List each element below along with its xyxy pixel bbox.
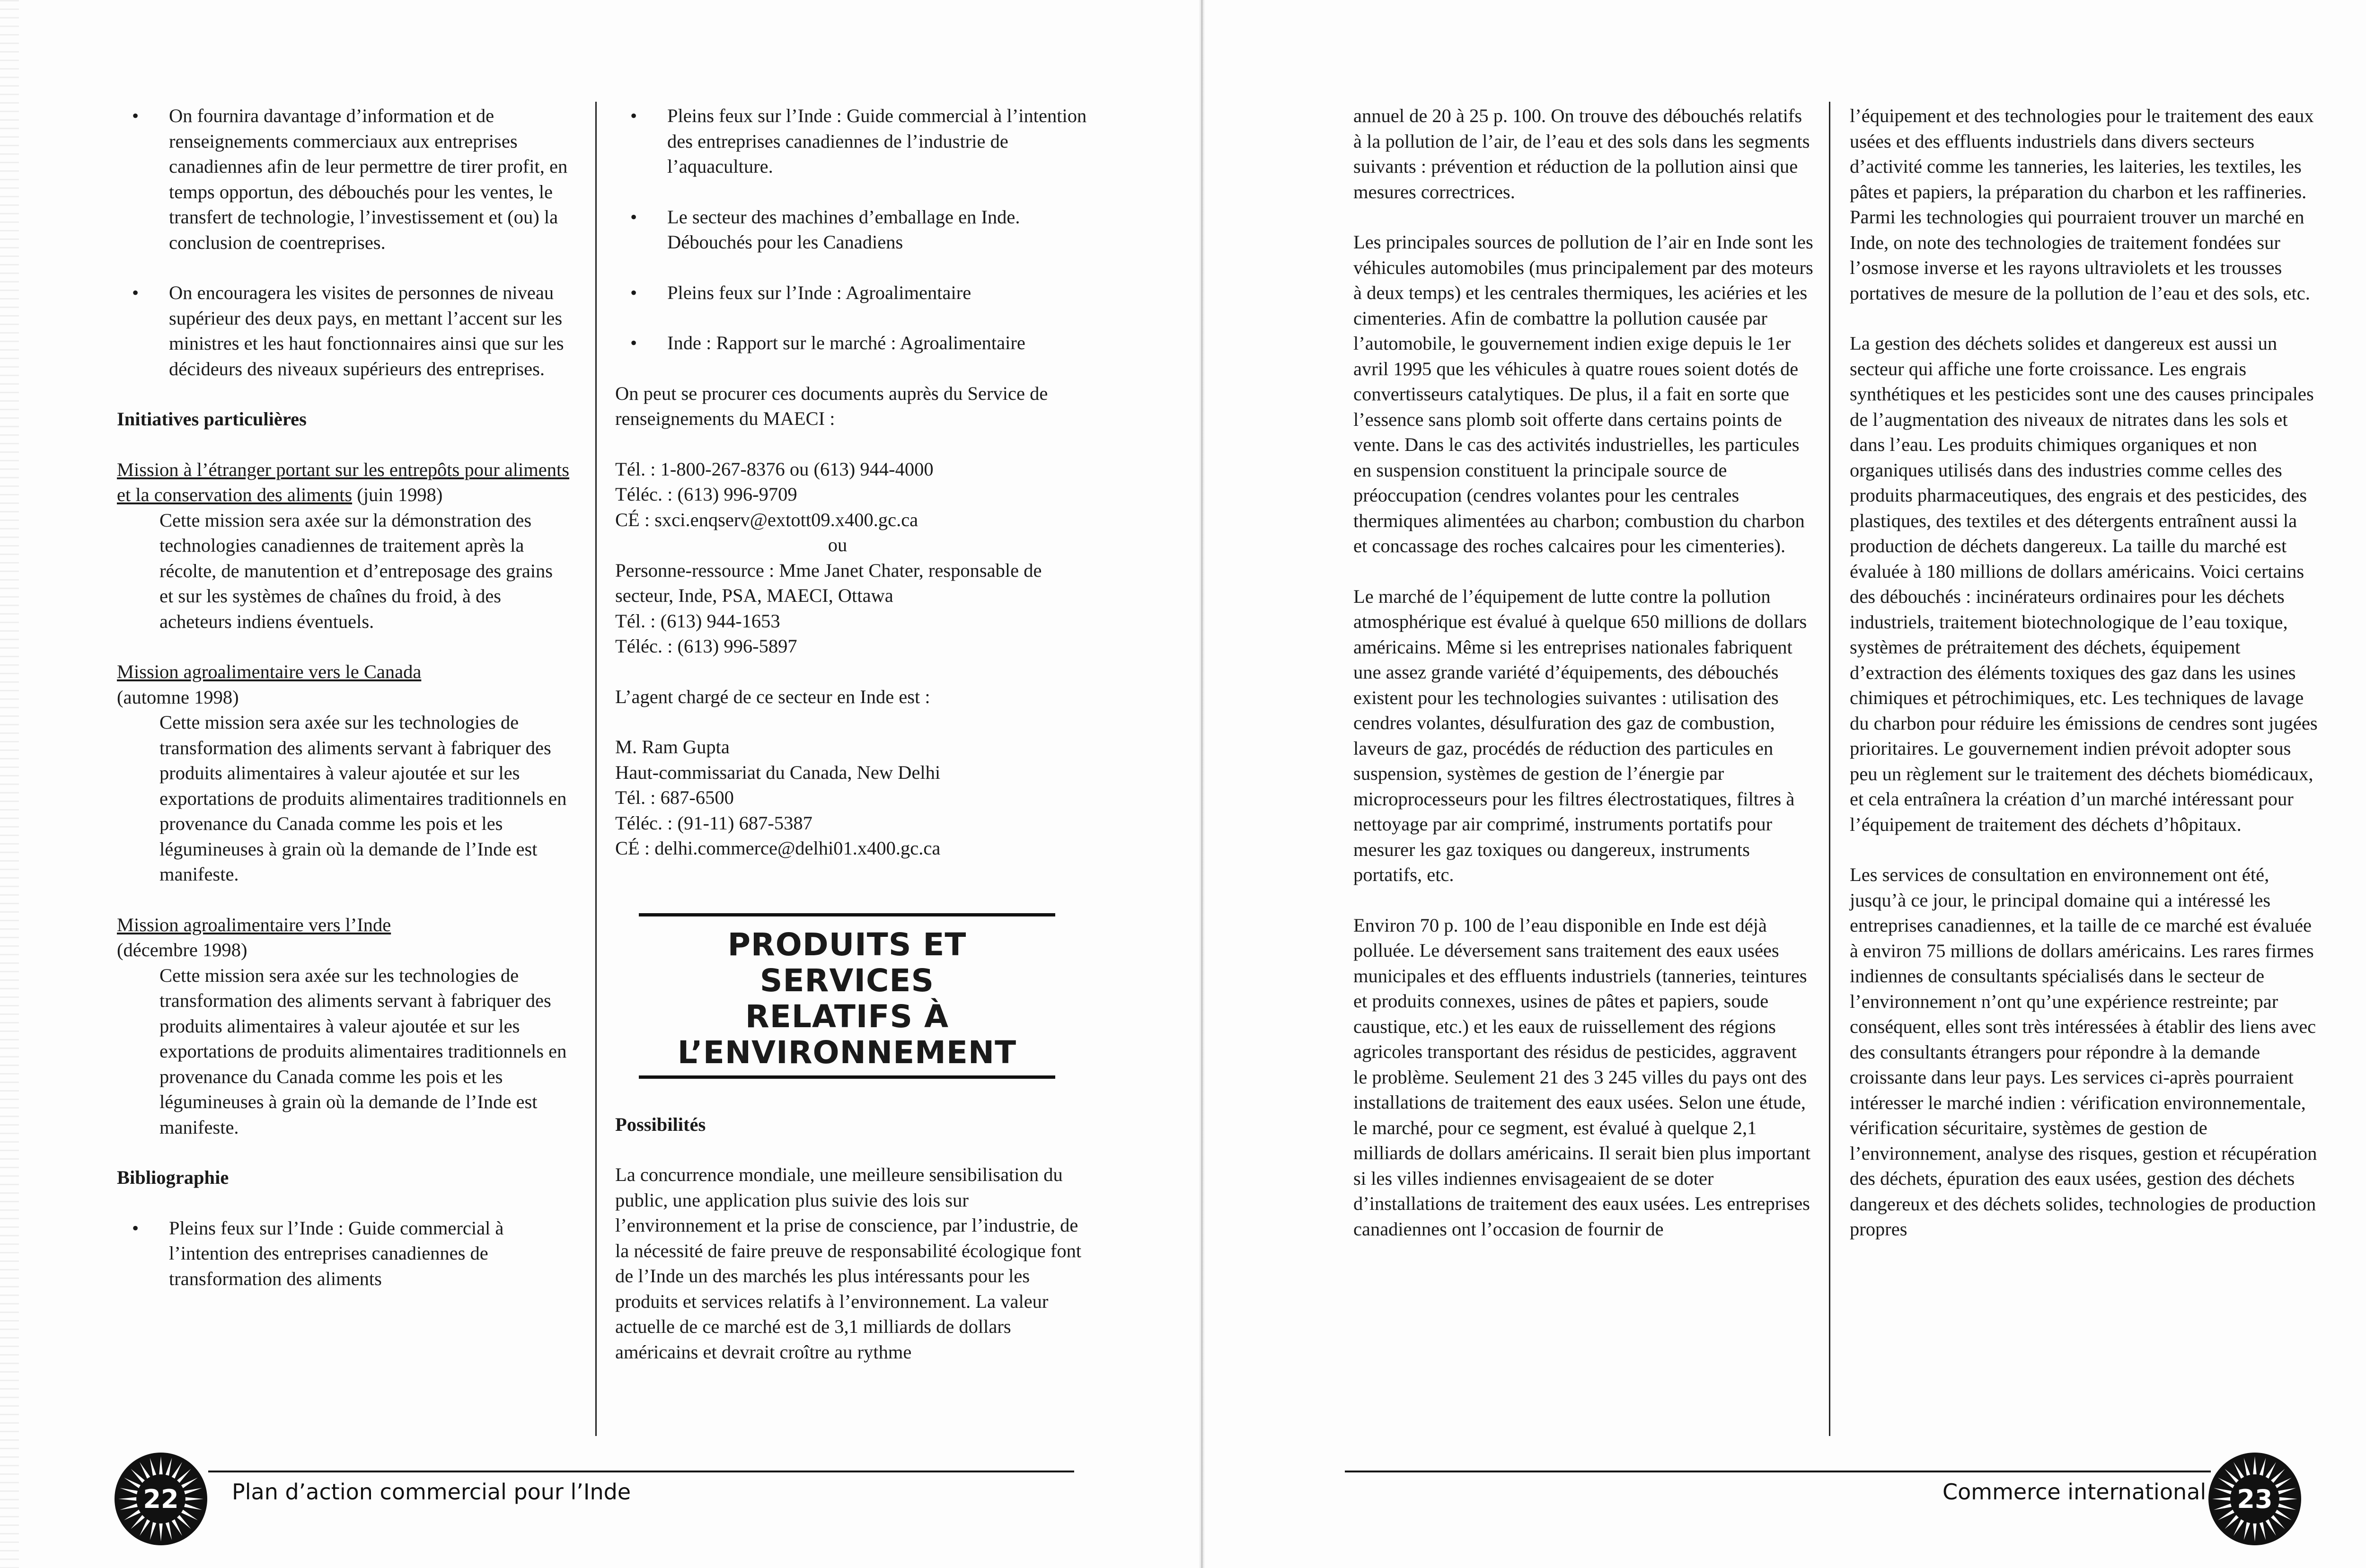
section-title-rule-top xyxy=(639,913,1055,916)
footer-rule xyxy=(208,1471,1074,1472)
section-title-line-1: PRODUITS ET SERVICES xyxy=(727,926,967,999)
section-title-block xyxy=(639,913,1055,1079)
agent-contact-block xyxy=(615,734,1088,861)
body-paragraph: Les services de consultation en environnement ont été, jusqu’à ce jour, le principal domaine qui a intéressé les entreprises canadiennes, et la taille de ce marché est évaluée à environ 75 millions de dollars américains. Les rares firmes indiennes de consultants spécialisés dans le secteur de l’environnement n’ont qu’une expérience restreinte; par conséquent, elles sont très intéressées à établir des liens avec des consultants étrangers pour répondre à la demande croissante dans leur pays. Les services ci-après pourraient intéresser le marché indien : vérification environnementale, vérification sécuritaire, systèmes de gestion de l’environnement, analyse des risques, gestion et récupération des déchets, épuration des eaux usées, gestion des déchets dangereux et des déchets solides, technologies de production propres xyxy=(1850,864,2317,1240)
bullet-item: • On fournira davantage d’information et de renseignements commerciaux aux entreprises canadiennes afin de leur permettre de tirer profit, en temps opportun, des débouchés pour les ventes, le transfert de technologie, l’investissement et (ou) la conclusion de coentreprises. xyxy=(117,103,571,255)
bibliography-item: • Pleins feux sur l’Inde : Guide commercial à l’intention des entreprises canadiennes de l’industrie de l’aquaculture. xyxy=(615,103,1088,179)
mission-description: Cette mission sera axée sur les technologies de transformation des aliments servant à fabriquer des produits alimentaires à valeur ajoutée et sur les exportations de produits alimentaires traditionnels en provenance du Canada comme les pois et les légumineuses à grain où la demande de l’Inde est manifeste. xyxy=(159,712,567,885)
agent-phone: Tél. : 687-6500 xyxy=(615,787,734,808)
footer-publication-title: Commerce international xyxy=(1942,1479,2207,1505)
bibliography-item: • Le secteur des machines d’emballage en Inde. Débouchés pour les Canadiens xyxy=(615,204,1088,255)
bullet-item: • On encouragera les visites de personnes de niveau supérieur des deux pays, en mettant l’accent sur les ministres et les haut fonctionnaires ainsi que sur les décideurs des niveaux supérieurs des entreprises. xyxy=(117,280,571,381)
right-page-column-2 xyxy=(1850,103,2323,1242)
bibliography-item: • Inde : Rapport sur le marché : Agroalimentaire xyxy=(615,330,1088,356)
section-title-line-3: L’ENVIRONNEMENT xyxy=(677,1034,1017,1071)
mission-item xyxy=(117,912,571,1140)
book-spine xyxy=(1199,0,1205,1568)
agent-office: Haut-commissariat du Canada, New Delhi xyxy=(615,761,941,783)
footer-rule xyxy=(1345,1471,2211,1472)
left-page-column-1 xyxy=(117,103,571,1316)
mission-title: Mission agroalimentaire vers l’Inde xyxy=(117,914,391,935)
bullet-list xyxy=(117,103,571,381)
bibliography-item: • Pleins feux sur l’Inde : Agroalimentaire xyxy=(615,280,1088,306)
bibliography-list xyxy=(117,1216,571,1292)
environment-intro-paragraph: La concurrence mondiale, une meilleure sensibilisation du public, une application plus suivie des lois sur l’environnement et la prise de conscience, par l’industrie, de la nécessité de faire preuve de responsabilité écologique font de l’Inde un des marchés les plus intéressants pour les produits et services relatifs à l’environnement. La valeur actuelle de ce marché est de 3,1 milliards de dollars américains et devrait croître au rythme xyxy=(615,1164,1082,1363)
agent-fax: Téléc. : (91-11) 687-5387 xyxy=(615,812,812,834)
page-number: 23 xyxy=(2237,1484,2273,1514)
contact-phone: Tél. : 1-800-267-8376 ou (613) 944-4000 xyxy=(615,458,934,480)
mission-date: (juin 1998) xyxy=(352,484,443,505)
contact-email: CÉ : sxci.enqserv@extott09.x400.gc.ca xyxy=(615,509,918,530)
mission-date: (automne 1998) xyxy=(117,686,239,708)
body-paragraph: Environ 70 p. 100 de l’eau disponible en Inde est déjà polluée. Le déversement sans traitement des eaux usées municipales et des effluents industriels (tanneries, teintures et produits connexes, usines de pâtes et papiers, soude caustique, etc.) et les eaux de ruissellement des régions agricoles transportant des résidus de pesticides, aggravent le problème. Seulement 21 des 3 245 villes du pays ont des installations de traitement des eaux usées. Selon une étude, le marché, pour ce segment, est évalué à quelque 2,1 milliards de dollars américains. Il serait bien plus important si les villes indiennes envisageaient de se doter d’installations de traitement des eaux usées. Les entreprises canadiennes ont l’occasion de fournir de xyxy=(1353,914,1811,1240)
section-title-rule-bottom xyxy=(639,1075,1055,1079)
agent-email: CÉ : delhi.commerce@delhi01.x400.gc.ca xyxy=(615,837,941,859)
mission-item xyxy=(117,659,571,887)
page-number-badge xyxy=(2207,1452,2302,1546)
possibilites-heading: Possibilités xyxy=(615,1113,706,1135)
page-number-badge xyxy=(114,1452,208,1546)
body-paragraph: Le marché de l’équipement de lutte contre la pollution atmosphérique est évalué à quelque 650 millions de dollars américains. Même si les entreprises nationales fabriquent une assez grande variété d’équipements, des débouchés existent pour les technologies suivantes : utilisation des cendres volantes, désulfuration des gaz de combustion, laveurs de gaz, procédés de réduction des particules en suspension, systèmes de gestion de l’énergie par microprocesseurs pour les filtres électrostatiques, filtres à nettoyage par air comprimé, instruments portatifs pour mesurer les gaz toxiques ou dangereux, instruments portatifs, etc. xyxy=(1353,585,1807,885)
bibliography-heading: Bibliographie xyxy=(117,1167,229,1188)
body-paragraph: annuel de 20 à 25 p. 100. On trouve des débouchés relatifs à la pollution de l’air, de l’eau et des sols dans les segments suivants : prévention et réduction de la pollution ainsi que mesures correctrices. xyxy=(1353,105,1810,203)
obtain-documents-text: On peut se procurer ces documents auprès du Service de renseignements du MAECI : xyxy=(615,382,1048,429)
contact-or: ou xyxy=(828,534,848,555)
right-page xyxy=(1205,0,2366,1568)
mission-title: Mission à l’étranger portant sur les entrepôts pour aliments et la conservation des aliments xyxy=(117,458,570,505)
mission-date: (décembre 1998) xyxy=(117,939,247,960)
contact-fax: Téléc. : (613) 996-9709 xyxy=(615,484,797,505)
right-page-column-1 xyxy=(1353,103,1815,1242)
contact-block-maeci xyxy=(615,457,1088,659)
mission-title: Mission agroalimentaire vers le Canada xyxy=(117,661,422,682)
mission-description: Cette mission sera axée sur la démonstration des technologies canadiennes de traitement après la récolte, de manutention et d’entreposage des grains et sur les systèmes de chaînes du froid, à des acheteurs indiens éventuels. xyxy=(159,509,553,632)
body-paragraph: Les principales sources de pollution de l’air en Inde sont les véhicules automobiles (mus principalement par des moteurs à deux temps) et les centrales thermiques, les aciéries et les cimenteries. Afin de combattre la pollution causée par l’automobile, le gouvernement indien exige depuis le 1er avril 1995 que les véhicules à quatre roues soient dotés de convertisseurs catalytiques. De plus, il a fait en sorte que l’essence sans plomb soit offerte dans certains points de vente. Dans le cas des activités industrielles, les particules en suspension constituent la principale source de préoccupation (cendres volantes pour les centrales thermiques alimentées au charbon; combustion du charbon et concassage des roches calcaires pour les cimenteries). xyxy=(1353,231,1813,556)
left-page-column-2 xyxy=(615,103,1088,1365)
body-paragraph: La gestion des déchets solides et dangereux est aussi un secteur qui affiche une forte croissance. Les engrais synthétiques et les pesticides sont une des causes principales de l’augmentation des niveaux de nitrates dans les sols et dans l’eau. Les produits chimiques organiques et non organiques utilisés dans des industries comme celles des produits pharmaceutiques, des engrais et des pesticides, des plastiques, des textiles et des détergents entraînent aussi la production de déchets dangereux. La taille du marché est évaluée à 180 millions de dollars américains. Voici certains des débouchés : incinérateurs ordinaires pour les déchets industriels, traitement biotechnologique de l’eau toxique, systèmes de prétraitement des déchets, équipement d’extraction des éléments toxiques des gaz dans les usines chimiques et pétrochimiques, etc. Les techniques de lavage du charbon pour réduire les émissions de cendres sont jugées prioritaires. Le gouvernement indien prévoit adopter sous peu un règlement sur le traitement des déchets biomédicaux, et cela entraînera la création d’un marché intéressant pour l’équipement de traitement des déchets d’hôpitaux. xyxy=(1850,333,2318,835)
body-paragraph: l’équipement et des technologies pour le traitement des eaux usées et des effluents industriels dans divers secteurs d’activité comme les tanneries, les laiteries, les textiles, les pâtes et papiers, la préparation du charbon et les raffineries. Parmi les technologies qui pourraient trouver un marché en Inde, on note des technologies de traitement fondées sur l’osmose inverse et les rayons ultraviolets et les trousses portatives de mesure de la pollution de l’eau et des sols, etc. xyxy=(1850,105,2314,304)
mission-item xyxy=(117,457,571,634)
section-title-line-2: RELATIFS À xyxy=(745,998,949,1035)
bibliography-list-continued xyxy=(615,103,1088,356)
page-number: 22 xyxy=(143,1484,179,1514)
agent-name: M. Ram Gupta xyxy=(615,736,730,758)
bibliography-item: • Pleins feux sur l’Inde : Guide commercial à l’intention des entreprises canadiennes de transformation des aliments xyxy=(117,1216,571,1292)
contact-fax: Téléc. : (613) 996-5897 xyxy=(615,635,797,657)
agent-intro: L’agent chargé de ce secteur en Inde est : xyxy=(615,686,930,707)
column-divider xyxy=(595,102,597,1436)
footer-publication-title: Plan d’action commercial pour l’Inde xyxy=(232,1479,631,1505)
scan-edge-marks xyxy=(0,0,19,1568)
initiatives-heading: Initiatives particulières xyxy=(117,408,307,430)
contact-phone: Tél. : (613) 944-1653 xyxy=(615,610,780,632)
mission-description: Cette mission sera axée sur les technologies de transformation des aliments servant à fabriquer des produits alimentaires à valeur ajoutée et sur les exportations de produits alimentaires traditionnels en provenance du Canada comme les pois et les légumineuses à grain où la demande de l’Inde est manifeste. xyxy=(159,964,567,1138)
column-divider xyxy=(1829,102,1830,1436)
contact-person: Personne-ressource : Mme Janet Chater, responsable de secteur, Inde, PSA, MAECI, Ottawa xyxy=(615,559,1042,606)
